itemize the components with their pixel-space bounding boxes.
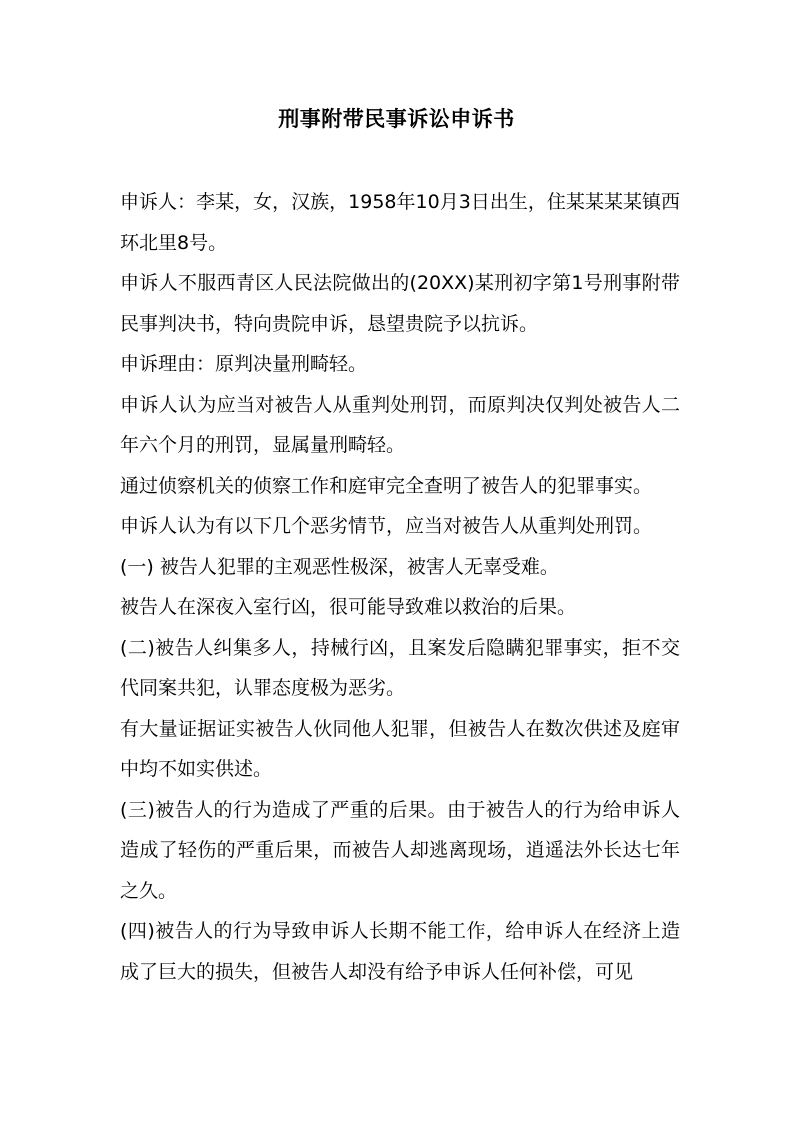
paragraph-appeal-statement: 申诉人不服西青区人民法院做出的(20XX)某刑初字第1号刑事附带民事判决书，特向贵院申诉，恳望贵院予以抗诉。 <box>120 272 680 335</box>
paragraph-appeal-reason: 申诉理由：原判决量刑畸轻。 <box>120 353 368 375</box>
paragraph-point-three: (三)被告人的行为造成了严重的后果。由于被告人的行为给申诉人造成了轻伤的严重后果，而被告人却逃离现场，逍遥法外长达七年之久。 <box>120 798 680 902</box>
paragraph-point-one: (一) 被告人犯罪的主观恶性极深，被害人无辜受难。 <box>120 555 559 578</box>
paragraph-facts-established: 通过侦察机关的侦察工作和庭审完全查明了被告人的犯罪事实。 <box>120 474 653 497</box>
document-body <box>120 182 680 992</box>
paragraph-point-four: (四)被告人的行为导致申诉人长期不能工作，给申诉人在经济上造成了巨大的损失，但被告人却没有给予申诉人任何补偿，可见 <box>120 920 680 983</box>
document-title: 刑事附带民事诉讼申诉书 <box>278 107 515 131</box>
paragraph-point-two-detail: 有大量证据证实被告人伙同他人犯罪，但被告人在数次供述及庭审中均不如实供述。 <box>120 717 680 780</box>
paragraph-sentence-too-light: 申诉人认为应当对被告人从重判处刑罚，而原判决仅判处被告人二年六个月的刑罚，显属量刑畸轻。 <box>120 393 680 456</box>
paragraph-petitioner-info: 申诉人：李某，女，汉族，1958年10月3日出生，住某某某某镇西环北里8号。 <box>120 191 680 254</box>
paragraph-point-one-detail: 被告人在深夜入室行凶，很可能导致难以救治的后果。 <box>120 596 577 618</box>
paragraph-aggravating-circumstances: 申诉人认为有以下几个恶劣情节，应当对被告人从重判处刑罚。 <box>120 515 653 537</box>
paragraph-point-two: (二)被告人纠集多人，持械行凶，且案发后隐瞒犯罪事实，拒不交代同案共犯，认罪态度极为恶劣。 <box>120 636 680 699</box>
